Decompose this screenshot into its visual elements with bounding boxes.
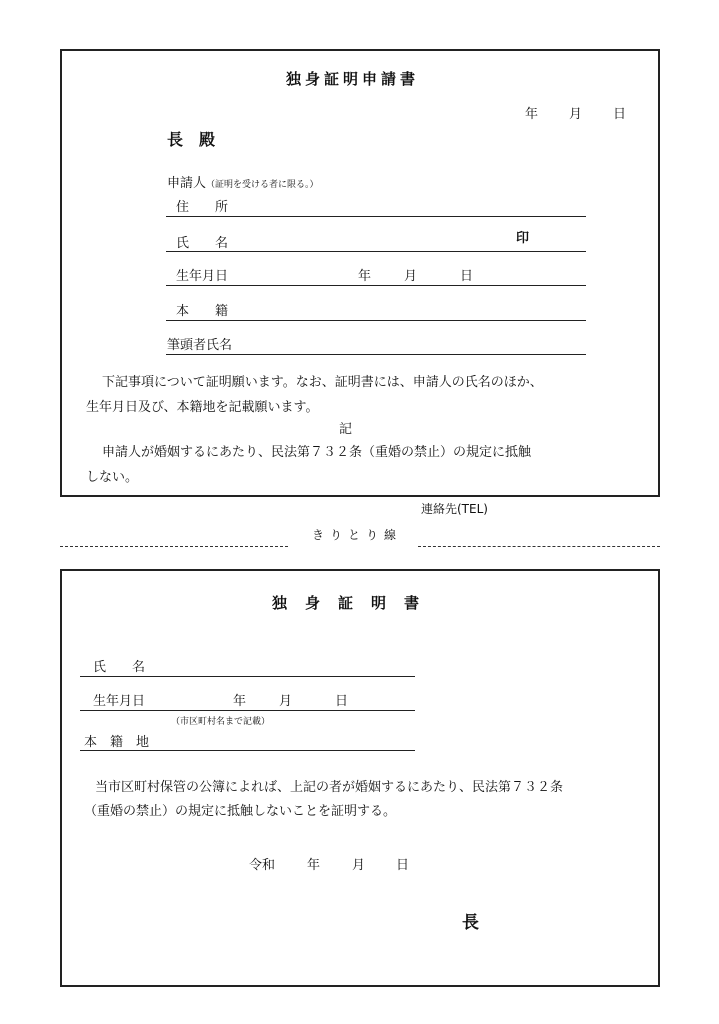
birth-year: 年 [358, 269, 372, 284]
cert-date-month: 月 [352, 858, 366, 873]
applicant-label-text: 申請人 [167, 176, 207, 191]
cert-birth-day: 日 [335, 694, 349, 709]
cut-line-left [60, 546, 288, 547]
cert-body-line-1: 当市区町村保管の公簿によれば、上記の者が婚姻するにあたり、民法第７３２条 [95, 780, 564, 795]
cert-era: 令和 [249, 858, 276, 873]
head-of-family-label: 筆頭者氏名 [167, 338, 233, 353]
cert-date-year: 年 [307, 858, 321, 873]
birth-month: 月 [404, 269, 418, 284]
cert-birth-year: 年 [233, 694, 247, 709]
application-date-year: 年 [525, 107, 539, 122]
cert-issuer: 長 [462, 913, 479, 933]
cert-domicile-note: （市区町村名まで記載） [171, 717, 271, 727]
ki-mark: 記 [339, 422, 353, 437]
cut-line-label: きりとり線 [312, 528, 403, 542]
cert-body-line-2: （重婚の禁止）の規定に抵触しないことを証明する。 [84, 804, 397, 819]
birth-day: 日 [460, 269, 474, 284]
cert-name-label: 氏 名 [93, 660, 146, 675]
cut-line-right [418, 546, 660, 547]
birth-underline [166, 285, 586, 286]
name-underline [166, 251, 586, 252]
cert-domicile-label: 本 籍 地 [84, 735, 150, 750]
birth-label: 生年月日 [176, 269, 229, 284]
applicant-label [167, 172, 319, 191]
address-underline [166, 216, 586, 217]
request-line-2: 生年月日及び、本籍地を記載願います。 [86, 400, 319, 415]
statement-line-2: しない。 [86, 470, 139, 485]
statement-line-1: 申請人が婚姻するにあたり、民法第７３２条（重婚の禁止）の規定に抵触 [102, 445, 532, 460]
head-of-family-underline [166, 354, 586, 355]
application-date-day: 日 [613, 107, 627, 122]
cert-birth-label: 生年月日 [93, 694, 146, 709]
request-line-1: 下記事項について証明願います。なお、証明書には、申請人の氏名のほか、 [102, 375, 543, 390]
address-label: 住 所 [176, 200, 229, 215]
contact-label: 連絡先(TEL) [421, 502, 488, 516]
applicant-note: （証明を受ける者に限る。） [206, 180, 319, 190]
cert-birth-month: 月 [279, 694, 293, 709]
application-title: 独身証明申請書 [286, 70, 420, 88]
domicile-label: 本 籍 [176, 304, 229, 319]
certificate-title: 独身証明書 [272, 594, 438, 612]
cert-date-day: 日 [396, 858, 410, 873]
cert-name-underline [80, 676, 415, 677]
cert-domicile-underline [80, 750, 415, 751]
domicile-underline [166, 320, 586, 321]
cert-birth-underline [80, 710, 415, 711]
addressee: 長 殿 [167, 130, 216, 149]
name-label: 氏 名 [176, 236, 229, 251]
application-date-month: 月 [569, 107, 583, 122]
seal-mark: 印 [516, 231, 530, 246]
